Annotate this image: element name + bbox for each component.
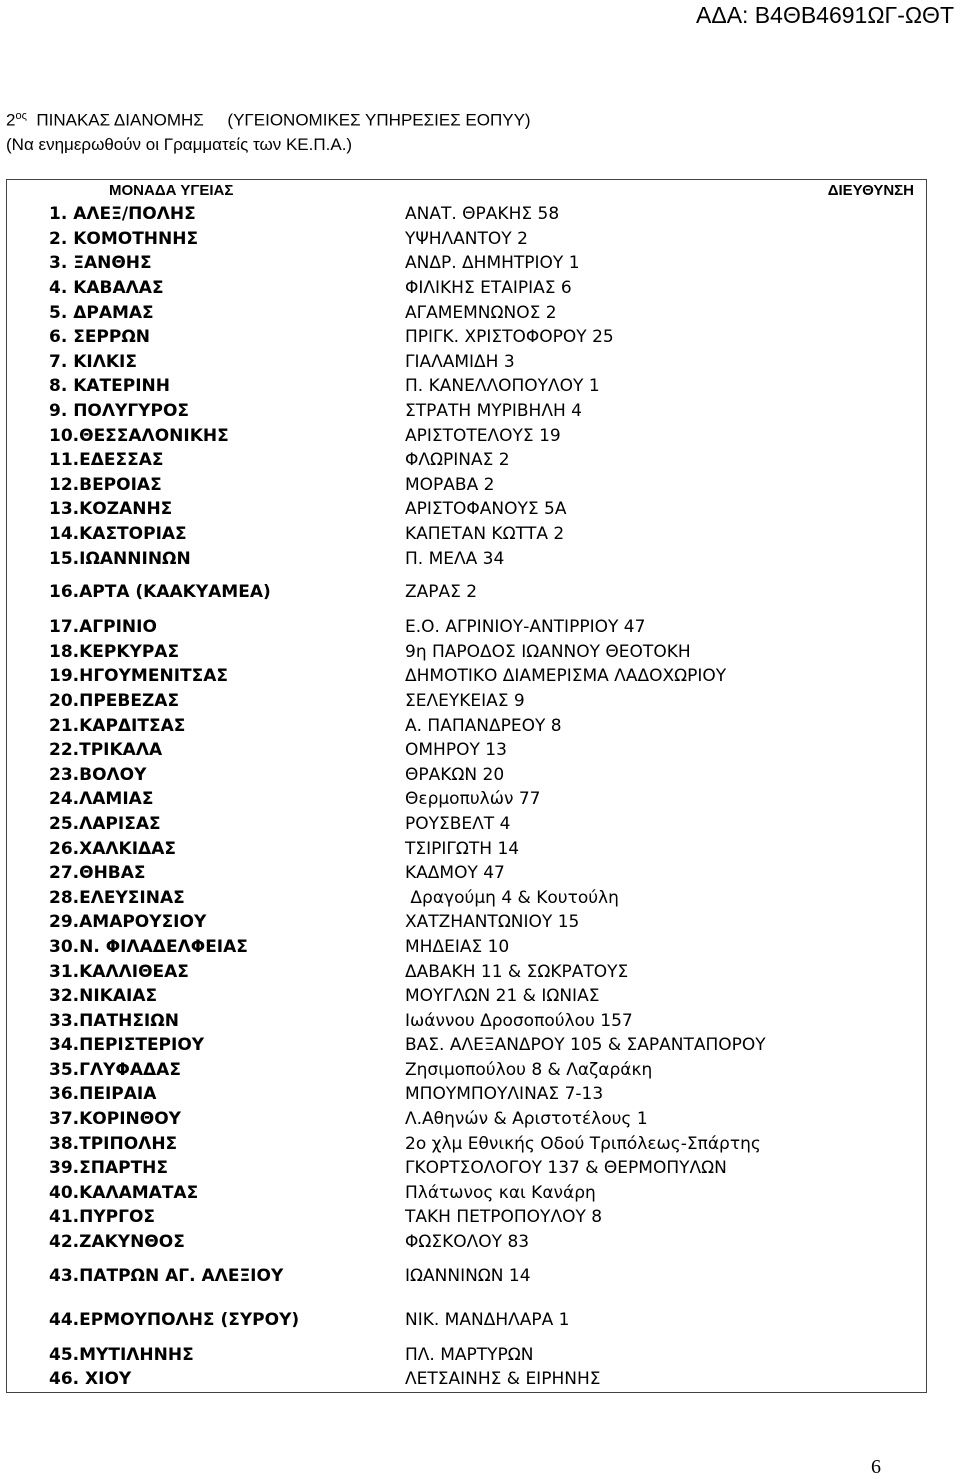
address-cell: ΤΣΙΡΙΓΩΤΗ 14: [405, 838, 520, 859]
unit-cell: 13.ΚΟΖΑΝΗΣ: [49, 499, 173, 520]
table-row: [7, 1131, 927, 1156]
table-row: [7, 885, 927, 910]
address-cell: ΑΝΑΤ. ΘΡΑΚΗΣ 58: [405, 204, 560, 225]
table-row: [7, 1008, 927, 1033]
unit-cell: 32.ΝΙΚΑΙΑΣ: [49, 986, 158, 1007]
address-cell: ΓΚΟΡΤΣΟΛΟΓΟΥ 137 & ΘΕΡΜΟΠΥΛΩΝ: [405, 1158, 727, 1179]
address-cell: ΑΡΙΣΤΟΤΕΛΟΥΣ 19: [405, 425, 561, 446]
table-row: [7, 738, 927, 763]
unit-cell: 8. ΚΑΤΕΡΙΝΗ: [49, 376, 170, 397]
unit-cell: 20.ΠΡΕΒΕΖΑΣ: [49, 690, 180, 711]
address-cell: ΖΑΡΑΣ 2: [405, 582, 478, 603]
table-row: [7, 350, 927, 375]
address-cell: Θερμοπυλών 77: [405, 789, 541, 810]
address-cell: ΔΗΜΟΤΙΚΟ ΔΙΑΜΕΡΙΣΜΑ ΛΑΔΟΧΩΡΙΟΥ: [405, 666, 727, 687]
address-cell: ΤΑΚΗ ΠΕΤΡΟΠΟΥΛΟΥ 8: [405, 1207, 603, 1228]
unit-cell: 27.ΘΗΒΑΣ: [49, 863, 146, 884]
unit-cell: 9. ΠΟΛΥΓΥΡΟΣ: [49, 401, 190, 422]
address-cell: ΦΙΛΙΚΗΣ ΕΤΑΙΡΙΑΣ 6: [405, 278, 572, 299]
address-cell: ΑΡΙΣΤΟΦΑΝΟΥΣ 5Α: [405, 499, 567, 520]
address-cell: ΚΑΔΜΟΥ 47: [405, 863, 505, 884]
table-row: [7, 546, 927, 571]
header-address: ΔΙΕΥΘΥΝΣΗ: [827, 182, 914, 199]
address-cell: Δραγούμη 4 & Κουτούλη: [405, 887, 619, 908]
address-cell: ΝΙΚ. ΜΑΝΔΗΛΑΡΑ 1: [405, 1309, 570, 1330]
address-cell: Ιωάννου Δροσοπούλου 157: [405, 1010, 633, 1031]
unit-cell: 28.ΕΛΕΥΣΙΝΑΣ: [49, 887, 185, 908]
address-cell: Πλάτωνος και Κανάρη: [405, 1182, 596, 1203]
table-row: [7, 615, 927, 640]
table-row: [7, 374, 927, 399]
table-row: [7, 276, 927, 301]
address-cell: ΔΑΒΑΚΗ 11 & ΣΩΚΡΑΤΟΥΣ: [405, 961, 629, 982]
unit-cell: 11.ΕΔΕΣΣΑΣ: [49, 450, 164, 471]
unit-cell: 46. ΧΙΟΥ: [49, 1369, 132, 1390]
unit-cell: 35.ΓΛΥΦΑΔΑΣ: [49, 1059, 181, 1080]
address-cell: ΒΑΣ. ΑΛΕΞΑΝΔΡΟΥ 105 & ΣΑΡΑΝΤΑΠΟΡΟΥ: [405, 1035, 766, 1056]
table-row: [7, 1033, 927, 1058]
table-row: [7, 399, 927, 424]
address-cell: ΓΙΑΛΑΜΙΔΗ 3: [405, 351, 515, 372]
unit-cell: 41.ΠΥΡΓΟΣ: [49, 1207, 156, 1228]
document-ada-code: ΑΔΑ: Β4ΘΒ4691ΩΓ-ΩΘΤ: [695, 2, 954, 28]
table-row: [7, 1156, 927, 1181]
table-row: [7, 1342, 927, 1367]
unit-cell: 14.ΚΑΣΤΟΡΙΑΣ: [49, 524, 187, 545]
table-row: [7, 1230, 927, 1255]
table-row: [7, 787, 927, 812]
table-row: [7, 325, 927, 350]
table-row: [7, 959, 927, 984]
table-row: [7, 202, 927, 227]
unit-cell: 42.ΖΑΚΥΝΘΟΣ: [49, 1232, 185, 1253]
table-row: [7, 1181, 927, 1206]
unit-cell: 30.Ν. ΦΙΛΑΔΕΛΦΕΙΑΣ: [49, 936, 248, 957]
address-cell: 9η ΠΑΡΟΔΟΣ ΙΩΑΝΝΟΥ ΘΕΟΤΟΚΗ: [405, 641, 691, 662]
address-cell: ΡΟΥΣΒΕΛΤ 4: [405, 813, 511, 834]
address-cell: ΟΜΗΡΟΥ 13: [405, 740, 507, 761]
unit-cell: 33.ΠΑΤΗΣΙΩΝ: [49, 1010, 179, 1031]
unit-cell: 26.ΧΑΛΚΙΔΑΣ: [49, 838, 176, 859]
table-row: [7, 522, 927, 547]
distribution-table: [6, 179, 927, 1393]
table-row: [7, 1367, 927, 1392]
unit-cell: 2. ΚΟΜΟΤΗΝΗΣ: [49, 228, 199, 249]
address-cell: ΑΓΑΜΕΜΝΩΝΟΣ 2: [405, 302, 557, 323]
address-cell: ΘΡΑΚΩΝ 20: [405, 764, 505, 785]
address-cell: ΣΤΡΑΤΗ ΜΥΡΙΒΗΛΗ 4: [405, 401, 582, 422]
table-row: [7, 1298, 927, 1342]
table-row: [7, 473, 927, 498]
table-row: [7, 497, 927, 522]
address-cell: 2ο χλμ Εθνικής Οδού Τριπόλεως-Σπάρτης: [405, 1133, 761, 1154]
header-unit: ΜΟΝΑΔΑ ΥΓΕΙΑΣ: [109, 182, 234, 199]
unit-cell: 37.ΚΟΡΙΝΘΟΥ: [49, 1109, 181, 1130]
address-cell: ΜΟΡΑΒΑ 2: [405, 474, 495, 495]
address-cell: Π. ΚΑΝΕΛΛΟΠΟΥΛΟΥ 1: [405, 376, 600, 397]
address-cell: Α. ΠΑΠΑΝΔΡΕΟΥ 8: [405, 715, 562, 736]
address-cell: ΣΕΛΕΥΚΕΙΑΣ 9: [405, 690, 525, 711]
unit-cell: 17.ΑΓΡΙΝΙΟ: [49, 617, 157, 638]
address-cell: ΦΛΩΡΙΝΑΣ 2: [405, 450, 510, 471]
unit-cell: 38.ΤΡΙΠΟΛΗΣ: [49, 1133, 178, 1154]
address-cell: ΛΕΤΣΑΙΝΗΣ & ΕΙΡΗΝΗΣ: [405, 1369, 601, 1390]
unit-cell: 31.ΚΑΛΛΙΘΕΑΣ: [49, 961, 189, 982]
unit-cell: 21.ΚΑΡΔΙΤΣΑΣ: [49, 715, 186, 736]
heading-line-2: (Να ενημερωθούν οι Γραμματείς των ΚΕ.Π.Α.): [6, 134, 353, 154]
table-row: [7, 910, 927, 935]
address-cell: ΜΠΟΥΜΠΟΥΛΙΝΑΣ 7-13: [405, 1084, 604, 1105]
address-cell: ΚΑΠΕΤΑΝ ΚΩΤΤΑ 2: [405, 524, 565, 545]
address-cell: Π. ΜΕΛΑ 34: [405, 548, 505, 569]
address-cell: ΥΨΗΛΑΝΤΟΥ 2: [405, 228, 528, 249]
table-row: [7, 935, 927, 960]
address-cell: Ζησιμοπούλου 8 & Λαζαράκη: [405, 1059, 653, 1080]
table-row: [7, 1205, 927, 1230]
table-row: [7, 836, 927, 861]
table-row: [7, 713, 927, 738]
table-header-row: [7, 180, 927, 203]
table-row: [7, 664, 927, 689]
address-cell: ΙΩΑΝΝΙΝΩΝ 14: [405, 1265, 531, 1286]
page-number: 6: [871, 1456, 881, 1478]
heading-number: 2: [6, 110, 16, 130]
address-cell: ΜΟΥΓΛΩΝ 21 & ΙΩΝΙΑΣ: [405, 986, 600, 1007]
table-row: [7, 571, 927, 615]
heading-title: ΠΙΝΑΚΑΣ ΔΙΑΝΟΜΗΣ (ΥΓΕΙΟΝΟΜΙΚΕΣ ΥΠΗΡΕΣΙΕΣ ΕΟΠΥΥ): [36, 110, 531, 130]
unit-cell: 6. ΣΕΡΡΩΝ: [49, 327, 151, 348]
unit-cell: 24.ΛΑΜΙΑΣ: [49, 789, 154, 810]
table-row: [7, 448, 927, 473]
table-row: [7, 423, 927, 448]
unit-cell: 39.ΣΠΑΡΤΗΣ: [49, 1158, 169, 1179]
table-row: [7, 861, 927, 886]
table-row: [7, 812, 927, 837]
table-row: [7, 1058, 927, 1083]
unit-cell: 22.ΤΡΙΚΑΛΑ: [49, 740, 163, 761]
unit-cell: 3. ΞΑΝΘΗΣ: [49, 253, 152, 274]
address-cell: ΠΛ. ΜΑΡΤΥΡΩΝ: [405, 1344, 534, 1365]
unit-cell: 1. ΑΛΕΞ/ΠΟΛΗΣ: [49, 204, 196, 225]
table-row: [7, 1082, 927, 1107]
unit-cell: 40.ΚΑΛΑΜΑΤΑΣ: [49, 1182, 199, 1203]
unit-cell: 23.ΒΟΛΟΥ: [49, 764, 147, 785]
unit-cell: 29.ΑΜΑΡΟΥΣΙΟΥ: [49, 912, 207, 933]
table-row: [7, 300, 927, 325]
unit-cell: 44.ΕΡΜΟΥΠΟΛΗΣ (ΣΥΡΟΥ): [49, 1309, 300, 1330]
table-row: [7, 1107, 927, 1132]
unit-cell: 16.ΑΡΤΑ (ΚΑΑΚΥΑΜΕΑ): [49, 582, 271, 603]
unit-cell: 34.ΠΕΡΙΣΤΕΡΙΟΥ: [49, 1035, 205, 1056]
unit-cell: 5. ΔΡΑΜΑΣ: [49, 302, 154, 323]
unit-cell: 25.ΛΑΡΙΣΑΣ: [49, 813, 161, 834]
unit-cell: 4. ΚΑΒΑΛΑΣ: [49, 278, 164, 299]
address-cell: ΦΩΣΚΟΛΟΥ 83: [405, 1232, 530, 1253]
heading-superscript: ος: [15, 110, 27, 122]
table-row: [7, 251, 927, 276]
unit-cell: 45.ΜΥΤΙΛΗΝΗΣ: [49, 1344, 194, 1365]
heading-line-1: [6, 104, 531, 133]
address-cell: ΜΗΔΕΙΑΣ 10: [405, 936, 510, 957]
document-heading: [6, 104, 531, 157]
unit-cell: 36.ΠΕΙΡΑΙΑ: [49, 1084, 157, 1105]
unit-cell: 10.ΘΕΣΣΑΛΟΝΙΚΗΣ: [49, 425, 229, 446]
table-row: [7, 640, 927, 665]
unit-cell: 19.ΗΓΟΥΜΕΝΙΤΣΑΣ: [49, 666, 228, 687]
unit-cell: 15.ΙΩΑΝΝΙΝΩΝ: [49, 548, 191, 569]
address-cell: ΧΑΤΖΗΑΝΤΩΝΙΟΥ 15: [405, 912, 580, 933]
address-cell: Λ.Αθηνών & Αριστοτέλους 1: [405, 1109, 648, 1130]
address-cell: ΠΡΙΓΚ. ΧΡΙΣΤΟΦΟΡΟΥ 25: [405, 327, 614, 348]
table-row: [7, 689, 927, 714]
table-row: [7, 984, 927, 1009]
table-row: [7, 1254, 927, 1298]
unit-cell: 12.ΒΕΡΟΙΑΣ: [49, 474, 162, 495]
table-row: [7, 227, 927, 252]
unit-cell: 18.ΚΕΡΚΥΡΑΣ: [49, 641, 180, 662]
address-cell: Ε.Ο. ΑΓΡΙΝΙΟΥ-ΑΝΤΙΡΡΙΟΥ 47: [405, 617, 646, 638]
unit-cell: 7. ΚΙΛΚΙΣ: [49, 351, 137, 372]
unit-cell: 43.ΠΑΤΡΩΝ ΑΓ. ΑΛΕΞΙΟΥ: [49, 1265, 284, 1286]
address-cell: ΑΝΔΡ. ΔΗΜΗΤΡΙΟΥ 1: [405, 253, 580, 274]
table-row: [7, 762, 927, 787]
